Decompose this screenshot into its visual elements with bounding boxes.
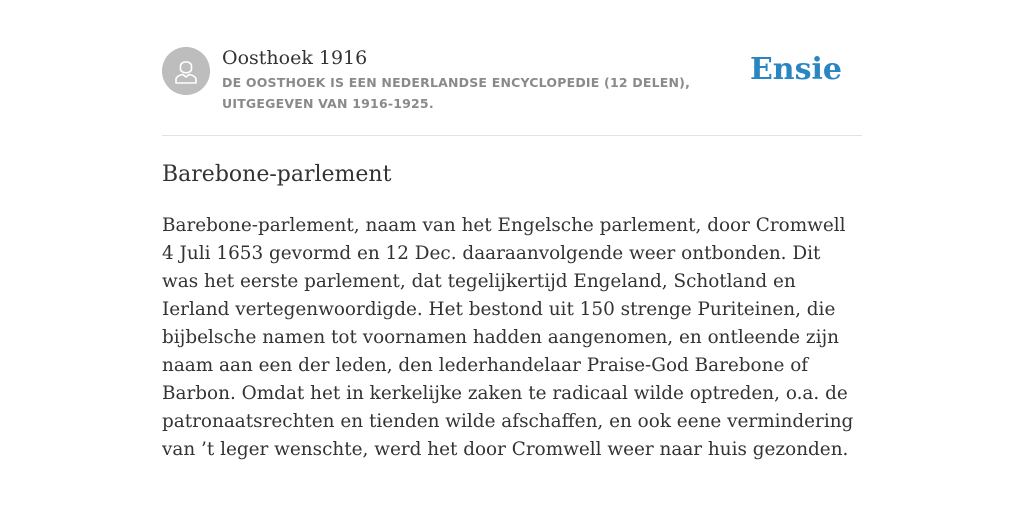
source-name-link[interactable]: Oosthoek 1916 — [222, 47, 368, 69]
article-title: Barebone-parlement — [162, 162, 392, 187]
user-avatar-icon[interactable] — [162, 47, 210, 95]
source-header — [162, 46, 862, 116]
header-divider — [162, 135, 862, 136]
source-description: DE OOSTHOEK IS EEN NEDERLANDSE ENCYCLOPEDIE (12 DELEN), UITGEGEVEN VAN 1916-1925. — [222, 75, 691, 111]
ensie-logo[interactable]: Ensie — [749, 52, 842, 87]
article-body: Barebone-parlement, naam van het Engelsche parlement, door Cromwell 4 Juli 1653 gevormd en 12 Dec. daaraanvolgende weer ontbonden. Dit was het eerste parlement, dat tegelijkertijd Engeland, Schotland en Ierland vertegenwoordigde. Het bestond uit 150 strenge Puriteinen, die bijbelsche namen tot voornamen hadden aangenomen, en ontleende zijn naam aan een der leden, den lederhandelaar Praise-God Barebone of Barbon. Omdat het in kerkelijke zaken te radicaal wilde optreden, o.a. de patronaatsrechten en tienden wilde afschaffen, en ook eene vermindering van ’t leger wenschte, werd het door Cromwell weer naar huis gezonden. — [162, 215, 854, 460]
